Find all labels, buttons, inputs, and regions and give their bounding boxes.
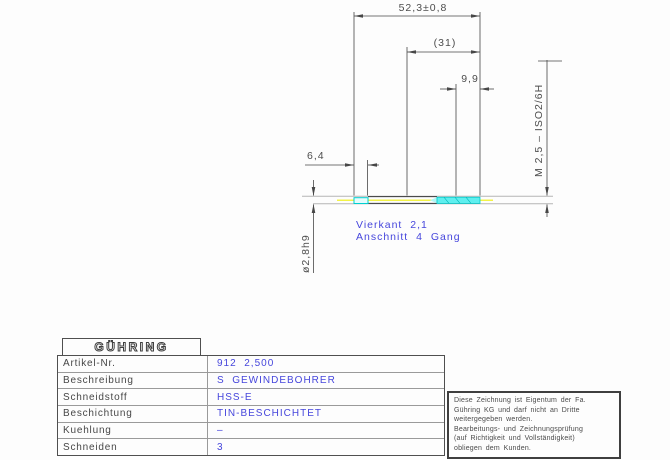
logo-box	[62, 338, 201, 356]
dimension-flute-length	[407, 37, 480, 54]
dim-thread-length-label: 9,9	[461, 73, 479, 85]
dim-thread-spec-label: M 2,5 – ISO2/6H	[533, 83, 545, 177]
square-shank-vierkant	[354, 198, 368, 204]
disclaimer-box	[447, 391, 621, 459]
note-vierkant: Vierkant 2,1	[356, 219, 428, 231]
row-label: Schneidstoff	[58, 389, 208, 405]
disclaimer-line: Gühring KG und darf nicht an Dritte	[454, 406, 580, 414]
table-row	[58, 438, 444, 455]
spec-table	[57, 355, 445, 456]
dimension-thread-spec	[533, 60, 562, 217]
table-row	[58, 388, 444, 405]
dim-inner-label: (31)	[433, 37, 457, 49]
row-value: –	[217, 425, 224, 437]
dim-square-length-label: 6,4	[307, 150, 325, 162]
table-row	[58, 372, 444, 389]
dimension-thread-length	[440, 73, 494, 91]
disclaimer-line: Bearbeitungs- und Zeichnungsprüfung	[454, 425, 584, 433]
disclaimer-line: Diese Zeichnung ist Eigentum der Fa.	[454, 397, 586, 404]
dimension-shank-diameter	[300, 180, 315, 273]
row-label: Beschreibung	[58, 373, 208, 389]
disclaimer-line: obliegen dem Kunden.	[454, 444, 532, 452]
row-label: Schneiden	[58, 439, 208, 455]
dimension-overall-length	[354, 2, 480, 18]
table-row	[58, 356, 444, 372]
row-value: 3	[217, 441, 224, 453]
disclaimer-line: (auf Richtigkeit und Vollständigkeit)	[454, 435, 575, 443]
table-row	[58, 405, 444, 422]
guehring-logo: GÜHRING	[94, 340, 169, 354]
thread-runout	[430, 197, 437, 203]
table-row	[58, 422, 444, 439]
tool-notes	[356, 219, 461, 243]
extension-lines	[354, 12, 480, 196]
disclaimer-line: weitergegeben werden.	[454, 416, 533, 424]
row-value: S GEWINDEBOHRER	[217, 375, 336, 386]
dim-overall-label: 52,3±0,8	[398, 2, 448, 14]
row-value: 912 2,500	[217, 358, 275, 370]
threaded-section	[437, 197, 480, 203]
row-label: Kuehlung	[58, 423, 208, 439]
row-value: TIN-BESCHICHTET	[217, 408, 322, 420]
dim-shank-diameter-label: ø2,8h9	[300, 234, 312, 273]
row-value: HSS-E	[217, 391, 253, 403]
row-label: Beschichtung	[58, 406, 208, 422]
row-label: Artikel-Nr.	[58, 356, 208, 372]
note-anschnitt: Anschnitt 4 Gang	[356, 231, 461, 243]
